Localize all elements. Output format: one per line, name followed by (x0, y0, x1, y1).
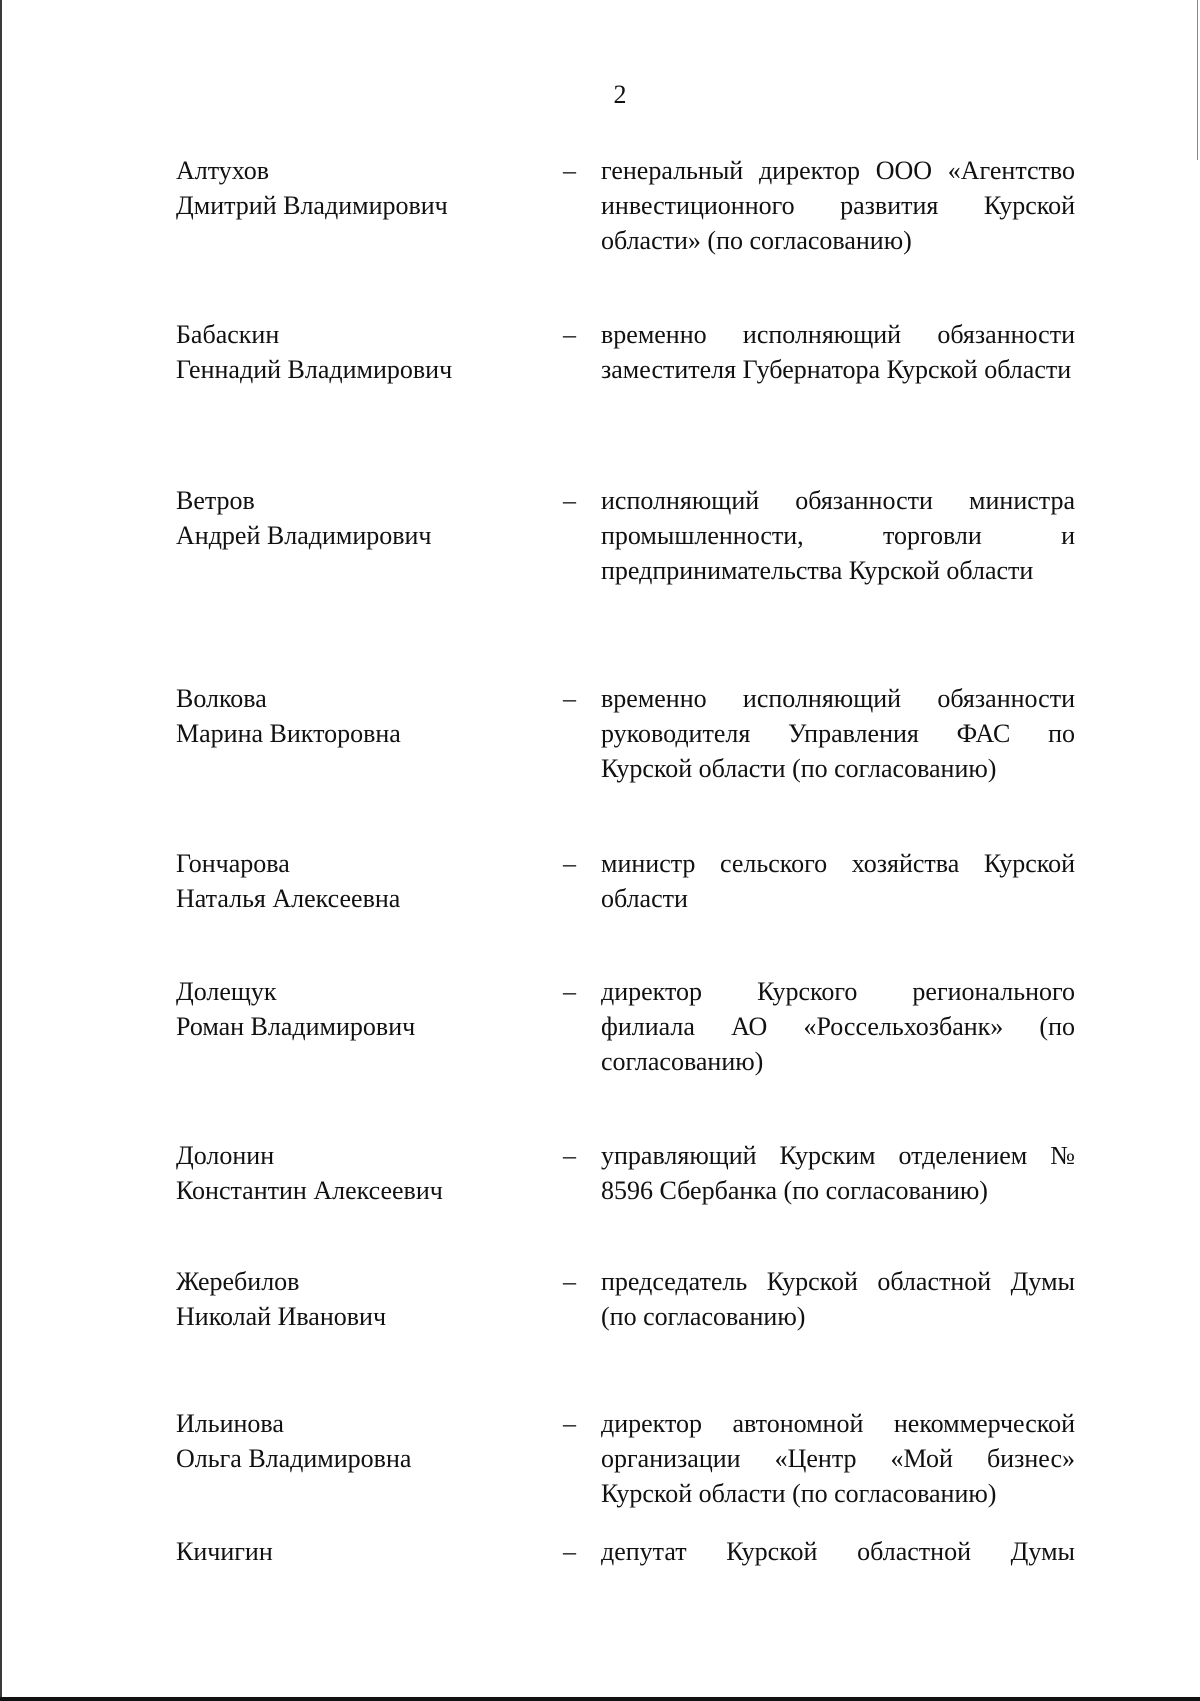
member-name (176, 1264, 556, 1334)
member-position: управляющий Курским отделением № 8596 Сбербанка (по согласованию) (601, 1141, 1075, 1205)
member-given-names: Ольга Владимировна (176, 1444, 412, 1473)
member-given-names: Наталья Алексеевна (176, 884, 401, 913)
member-given-names: Геннадий Владимирович (176, 355, 453, 384)
member-surname: Ветров (176, 486, 255, 515)
member-surname: Гончарова (176, 849, 290, 878)
member-name (176, 1406, 556, 1476)
member-surname: Кичигин (176, 1537, 273, 1566)
member-position: председатель Курской областной Думы (по согласованию) (601, 1267, 1075, 1331)
entry-dash: – (563, 156, 576, 185)
entry-dash: – (563, 1409, 576, 1438)
member-given-names: Андрей Владимирович (176, 521, 432, 550)
member-position: министр сельского хозяйства Курской области (601, 849, 1075, 913)
entry-dash: – (563, 320, 576, 349)
member-surname: Бабаскин (176, 320, 280, 349)
scan-edge-left (0, 0, 2, 1701)
member-name (176, 681, 556, 751)
member-position: временно исполняющий обязанности руководителя Управления ФАС по Курской области (по согласованию) (601, 684, 1075, 783)
member-given-names: Константин Алексеевич (176, 1176, 443, 1205)
member-position: директор автономной некоммерческой организации «Центр «Мой бизнес» Курской области (по согласованию) (601, 1409, 1075, 1508)
member-given-names: Николай Иванович (176, 1302, 387, 1331)
member-name (176, 1138, 556, 1208)
member-name (176, 317, 556, 387)
entry-dash: – (563, 849, 576, 878)
entry-dash: – (563, 977, 576, 1006)
member-position: депутат Курской областной Думы (601, 1537, 1075, 1566)
member-name (176, 1534, 556, 1569)
member-name (176, 483, 556, 553)
entry-dash: – (563, 1267, 576, 1296)
member-name (176, 846, 556, 916)
member-given-names: Роман Владимирович (176, 1012, 416, 1041)
member-surname: Ильинова (176, 1409, 284, 1438)
member-given-names: Марина Викторовна (176, 719, 401, 748)
entry-dash: – (563, 1141, 576, 1170)
member-given-names: Дмитрий Владимирович (176, 191, 448, 220)
member-surname: Волкова (176, 684, 267, 713)
member-position: временно исполняющий обязанности заместителя Губернатора Курской области (601, 320, 1075, 384)
page-number: 2 (613, 80, 627, 109)
scan-edge-bottom (0, 1697, 1200, 1701)
member-surname: Жеребилов (176, 1267, 300, 1296)
member-surname: Долонин (176, 1141, 275, 1170)
member-surname: Долещук (176, 977, 277, 1006)
member-position: генеральный директор ООО «Агентство инвестиционного развития Курской области» (по согласованию) (601, 156, 1075, 255)
entry-dash: – (563, 684, 576, 713)
member-name (176, 974, 556, 1044)
entry-dash: – (563, 486, 576, 515)
member-position: исполняющий обязанности министра промышленности, торговли и предпринимательства Курской области (601, 486, 1075, 585)
member-surname: Алтухов (176, 156, 270, 185)
member-name (176, 153, 556, 223)
entry-dash: – (563, 1537, 576, 1566)
member-position: директор Курского регионального филиала АО «Россельхозбанк» (по согласованию) (601, 977, 1075, 1076)
